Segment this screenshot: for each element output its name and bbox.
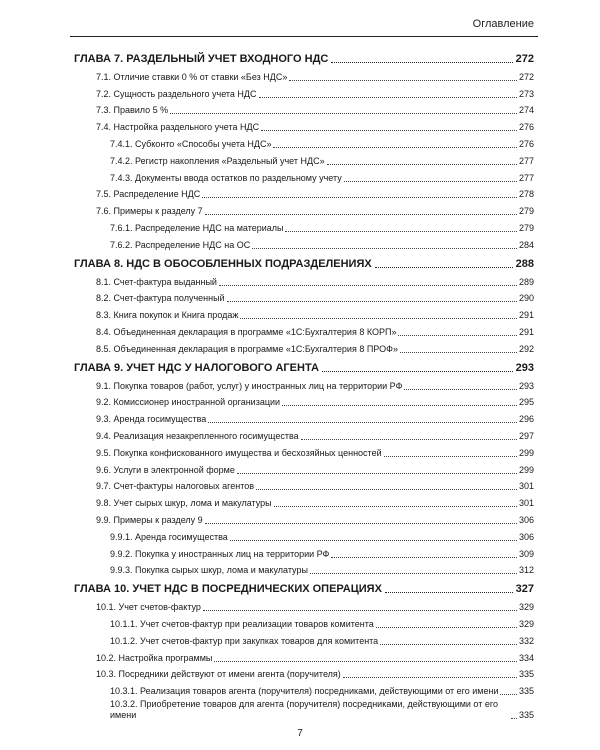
dot-leader [203, 610, 517, 611]
toc-entry[interactable] [74, 408, 534, 425]
toc-entry[interactable] [74, 304, 534, 321]
chapter-title: ГЛАВА 7. РАЗДЕЛЬНЫЙ УЧЕТ ВХОДНОГО НДС [74, 53, 329, 65]
dot-leader [384, 456, 517, 457]
toc-entry[interactable] [74, 492, 534, 509]
entry-page: 296 [518, 414, 534, 425]
toc-subentry[interactable] [74, 613, 534, 630]
dot-leader [170, 113, 517, 114]
toc-subentry[interactable] [74, 630, 534, 647]
dot-leader [227, 301, 517, 302]
dot-leader [500, 694, 516, 695]
entry-title: 9.4. Реализация незакрепленного госимущества [96, 430, 299, 441]
chapter-heading[interactable] [74, 356, 534, 375]
entry-page: 290 [518, 293, 534, 304]
dot-leader [331, 557, 517, 558]
entry-title: 9.7. Счет-фактуры налоговых агентов [96, 481, 255, 492]
toc-entry[interactable] [74, 509, 534, 526]
entry-title: 8.3. Книга покупок и Книга продаж [96, 310, 239, 321]
dot-leader [385, 592, 513, 593]
dot-leader [259, 97, 517, 98]
entry-title: 9.9.2. Покупка у иностранных лиц на территории РФ [110, 548, 330, 559]
chapter-heading[interactable] [74, 252, 534, 271]
toc-subentry[interactable] [74, 526, 534, 543]
entry-page: 295 [518, 397, 534, 408]
entry-title: 10.3.1. Реализация товаров агента (поручителя) посредниками, действующими от его имени [110, 686, 499, 697]
entry-page: 276 [518, 122, 534, 133]
dot-leader [261, 130, 517, 131]
toc-subentry[interactable] [74, 133, 534, 150]
entry-page: 332 [518, 635, 534, 646]
entry-title: 9.6. Услуги в электронной форме [96, 464, 235, 475]
dot-leader [230, 540, 517, 541]
entry-title: 9.8. Учет сырых шкур, лома и макулатуры [96, 498, 272, 509]
dot-leader [511, 718, 517, 719]
chapter-title: ГЛАВА 8. НДС В ОБОСОБЛЕННЫХ ПОДРАЗДЕЛЕНИЯХ [74, 257, 372, 270]
entry-title: 10.3. Посредники действуют от имени агента (поручителя) [96, 669, 341, 680]
dot-leader [208, 422, 517, 423]
toc-entry[interactable] [74, 338, 534, 355]
dot-leader [285, 231, 516, 232]
entry-page: 279 [518, 206, 534, 217]
dot-leader [343, 677, 517, 678]
entry-title: 7.6. Примеры к разделу 7 [96, 206, 203, 217]
toc-entry[interactable] [74, 375, 534, 392]
entry-page: 278 [518, 189, 534, 200]
dot-leader [404, 389, 517, 390]
dot-leader [205, 214, 517, 215]
entry-page: 273 [518, 88, 534, 99]
toc-subentry[interactable] [74, 167, 534, 184]
toc-entry[interactable] [74, 321, 534, 338]
entry-title: 7.4. Настройка раздельного учета НДС [96, 122, 260, 133]
entry-page: 301 [518, 498, 534, 509]
entry-title: 7.3. Правило 5 % [96, 105, 169, 116]
page-number: 7 [297, 728, 303, 739]
entry-title: 7.1. Отличие ставки 0 % от ставки «Без НДС» [96, 71, 288, 82]
entry-page: 289 [518, 276, 534, 287]
chapter-page: 327 [515, 583, 534, 596]
entry-title: 9.9.1. Аренда госимущества [110, 531, 228, 542]
entry-title: 7.4.2. Регистр накопления «Раздельный учет НДС» [110, 155, 325, 166]
entry-page: 279 [518, 222, 534, 233]
dot-leader [310, 573, 517, 574]
entry-page: 297 [518, 430, 534, 441]
dot-leader [322, 371, 513, 372]
entry-title: 10.1. Учет счетов-фактур [96, 602, 201, 613]
chapter-heading[interactable] [74, 577, 534, 596]
entry-page: 292 [518, 343, 534, 354]
entry-page: 334 [518, 652, 534, 663]
dot-leader [327, 164, 517, 165]
dot-leader [289, 80, 517, 81]
toc-entry[interactable] [74, 184, 534, 201]
dot-leader [380, 644, 517, 645]
entry-title: 7.6.1. Распределение НДС на материалы [110, 222, 284, 233]
dot-leader [400, 352, 517, 353]
toc-subentry[interactable] [74, 234, 534, 251]
entry-page: 291 [518, 310, 534, 321]
dot-leader [252, 248, 517, 249]
toc-subentry[interactable] [74, 680, 534, 697]
running-title: Оглавление [472, 18, 534, 30]
entry-page: 329 [518, 602, 534, 613]
toc-subentry[interactable] [74, 150, 534, 167]
dot-leader [202, 197, 517, 198]
entry-title: 9.1. Покупка товаров (работ, услуг) у иностранных лиц на территории РФ [96, 380, 403, 391]
dot-leader [344, 181, 517, 182]
entry-page: 335 [518, 669, 534, 680]
dot-leader [398, 335, 517, 336]
dot-leader [205, 523, 517, 524]
toc-entry[interactable] [74, 664, 534, 681]
toc-entry[interactable] [74, 100, 534, 117]
dot-leader [219, 285, 517, 286]
entry-page: 284 [518, 239, 534, 250]
toc-entry[interactable] [74, 459, 534, 476]
entry-page: 335 [518, 710, 534, 721]
dot-leader [375, 267, 513, 268]
chapter-title: ГЛАВА 10. УЧЕТ НДС В ПОСРЕДНИЧЕСКИХ ОПЕРАЦИЯХ [74, 583, 382, 596]
toc-entry[interactable] [74, 392, 534, 409]
entry-title: 7.4.3. Документы ввода остатков по раздельному учету [110, 172, 342, 183]
entry-page: 276 [518, 138, 534, 149]
entry-title: 8.2. Счет-фактура полученный [96, 293, 225, 304]
dot-leader [240, 318, 517, 319]
entry-page: 312 [518, 565, 534, 576]
dot-leader [214, 661, 517, 662]
entry-title: 10.1.2. Учет счетов-фактур при закупках товаров для комитента [110, 635, 379, 646]
chapter-page: 293 [515, 361, 534, 374]
toc-entry[interactable] [74, 442, 534, 459]
toc-entry[interactable] [74, 66, 534, 83]
table-of-contents [74, 46, 534, 721]
toc-subentry[interactable] [74, 217, 534, 234]
dot-leader [376, 627, 517, 628]
toc-subentry[interactable] [74, 560, 534, 577]
toc-entry[interactable] [74, 83, 534, 100]
entry-title: 7.6.2. Распределение НДС на ОС [110, 239, 251, 250]
entry-title: 9.9. Примеры к разделу 9 [96, 514, 203, 525]
entry-title: 9.3. Аренда госимущества [96, 414, 207, 425]
entry-page: 309 [518, 548, 534, 559]
chapter-heading[interactable] [74, 47, 534, 66]
toc-entry[interactable] [74, 596, 534, 613]
dot-leader [273, 147, 517, 148]
toc-entry[interactable] [74, 425, 534, 442]
toc-entry[interactable] [74, 288, 534, 305]
chapter-page: 288 [515, 257, 534, 270]
dot-leader [282, 405, 517, 406]
entry-page: 277 [518, 172, 534, 183]
entry-title: 7.5. Распределение НДС [96, 189, 201, 200]
entry-title: 7.2. Сущность раздельного учета НДС [96, 88, 257, 99]
entry-page: 277 [518, 155, 534, 166]
entry-title: 8.5. Объединенная декларация в программе «1С:Бухгалтерия 8 ПРОФ» [96, 343, 398, 354]
dot-leader [301, 439, 517, 440]
toc-subentry[interactable] [74, 697, 534, 721]
entry-title: 8.4. Объединенная декларация в программе «1С:Бухгалтерия 8 КОРП» [96, 326, 397, 337]
entry-title: 9.9.3. Покупка сырых шкур, лома и макулатуры [110, 565, 308, 576]
entry-title: 10.2. Настройка программы [96, 652, 213, 663]
entry-page: 299 [518, 464, 534, 475]
entry-title: 9.5. Покупка конфискованного имущества и бесхозяйных ценностей [96, 447, 382, 458]
toc-entry[interactable] [74, 647, 534, 664]
entry-page: 301 [518, 481, 534, 492]
toc-subentry[interactable] [74, 543, 534, 560]
entry-page: 306 [518, 531, 534, 542]
toc-entry[interactable] [74, 271, 534, 288]
dot-leader [274, 506, 517, 507]
page-header [70, 14, 538, 37]
entry-page: 299 [518, 447, 534, 458]
chapter-page: 272 [515, 53, 534, 65]
toc-entry[interactable] [74, 200, 534, 217]
chapter-title: ГЛАВА 9. УЧЕТ НДС У НАЛОГОВОГО АГЕНТА [74, 361, 319, 374]
dot-leader [237, 473, 517, 474]
entry-title: 7.4.1. Субконто «Способы учета НДС» [110, 138, 272, 149]
entry-page: 329 [518, 618, 534, 629]
entry-page: 335 [518, 686, 534, 697]
entry-page: 306 [518, 514, 534, 525]
entry-title: 10.1.1. Учет счетов-фактур при реализации товаров комитента [110, 618, 374, 629]
entry-title: 9.2. Комиссионер иностранной организации [96, 397, 281, 408]
dot-leader [256, 489, 517, 490]
toc-entry[interactable] [74, 476, 534, 493]
dot-leader [331, 62, 512, 63]
entry-page: 293 [518, 380, 534, 391]
entry-page: 274 [518, 105, 534, 116]
entry-page: 272 [518, 71, 534, 82]
entry-title: 8.1. Счет-фактура выданный [96, 276, 217, 287]
entry-title: 10.3.2. Приобретение товаров для агента (поручителя) посредниками, действующими от его имени [110, 699, 498, 721]
entry-page: 291 [518, 326, 534, 337]
toc-entry[interactable] [74, 116, 534, 133]
